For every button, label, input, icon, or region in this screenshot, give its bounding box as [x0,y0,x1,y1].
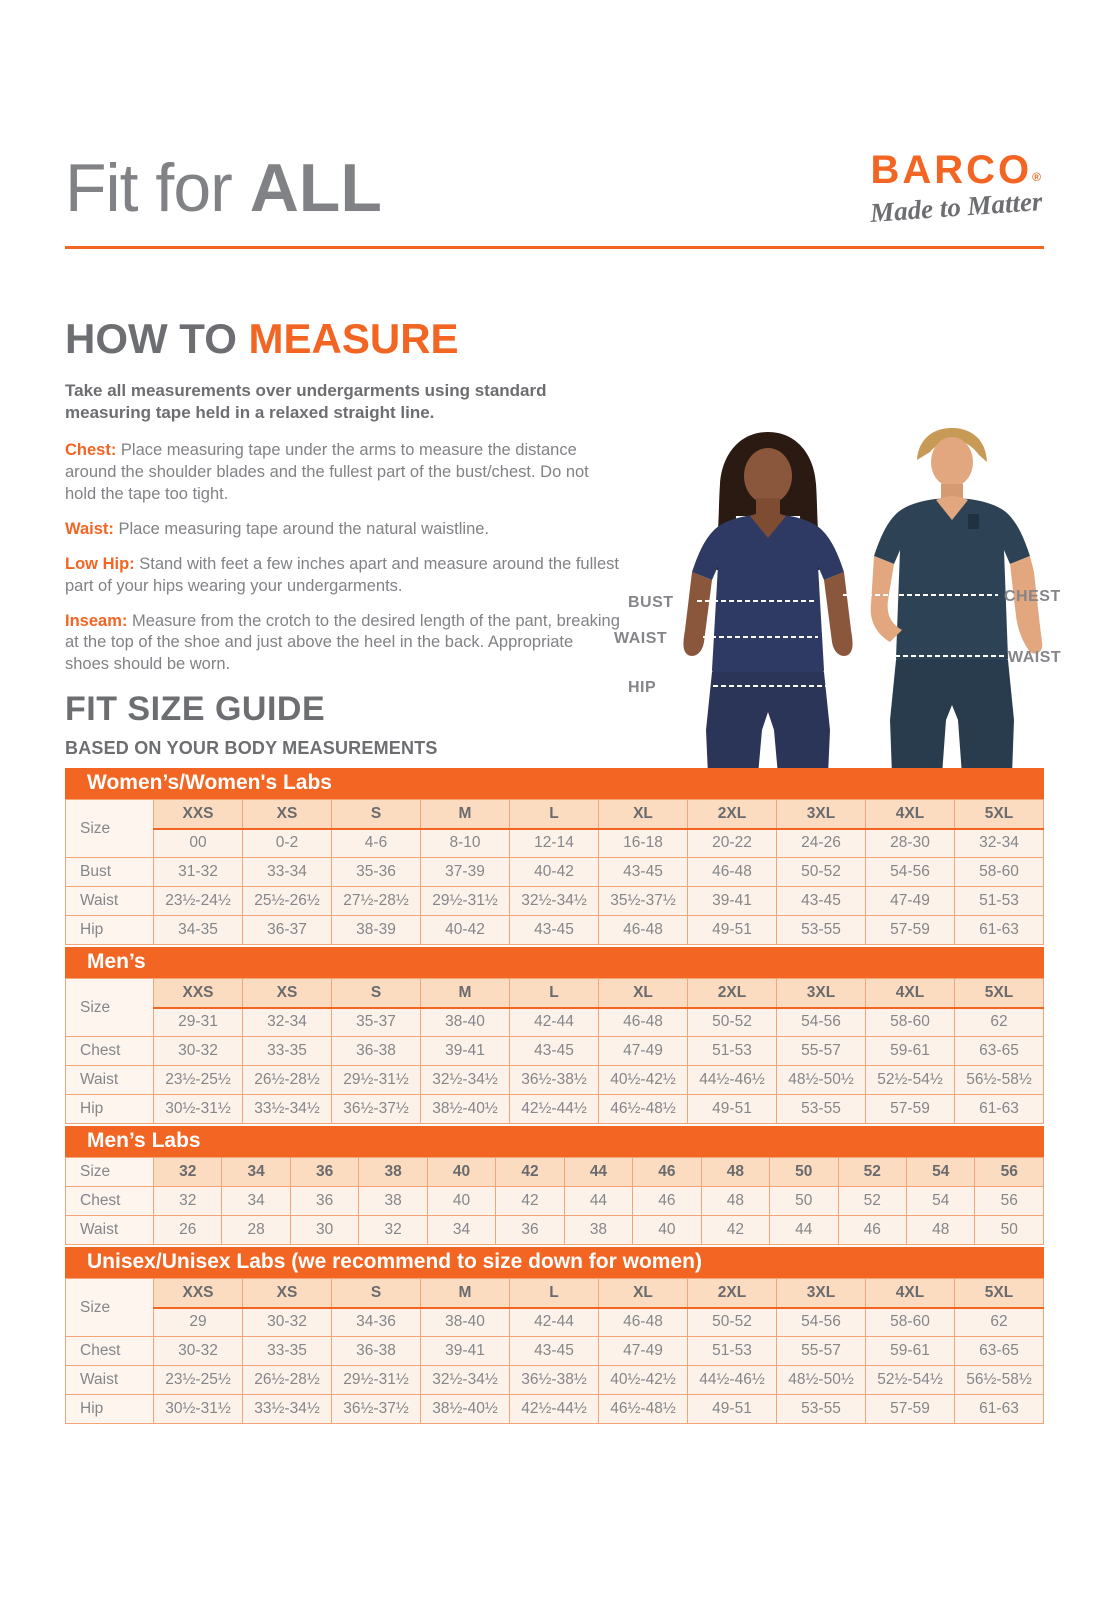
size-header-cell: 2XL [688,1279,777,1308]
measurement-value-cell: 42½-44½ [510,1395,599,1424]
measurement-value-cell: 46½-48½ [599,1095,688,1124]
measurement-value-cell: 33-34 [243,858,332,887]
table-row [66,800,1044,829]
measurement-value-cell: 59-61 [866,1337,955,1366]
measure-item-chest-label: Chest: [65,440,117,459]
measurement-value-cell: 53-55 [777,1095,866,1124]
measurement-value-cell: 35½-37½ [599,887,688,916]
measurement-value-cell: 27½-28½ [332,887,421,916]
fit-size-guide-heading: FIT SIZE GUIDE [65,690,326,728]
size-row-label: Size [66,979,154,1037]
size-tables-container [65,768,1044,1424]
measurement-value-cell: 40-42 [421,916,510,945]
measurement-value-cell: 30-32 [154,1037,243,1066]
size-header-cell: S [332,1279,421,1308]
numeric-size-cell: 12-14 [510,829,599,858]
numeric-size-cell: 46-48 [599,1308,688,1337]
measurement-row-label: Bust [66,858,154,887]
measurement-value-cell: 42 [701,1216,769,1245]
measurement-value-cell: 48½-50½ [777,1366,866,1395]
table-row [66,916,1044,945]
measurement-value-cell: 29½-31½ [332,1366,421,1395]
measurement-row-label: Waist [66,1366,154,1395]
size-header-cell: XL [599,800,688,829]
measurement-value-cell: 36½-38½ [510,1366,599,1395]
measure-item-chest-text: Place measuring tape under the arms to measure the distance around the shoulder blades and the fullest part of the bust/chest. Do not hold the tape too tight. [65,440,589,503]
measurement-value-cell: 39-41 [688,887,777,916]
measurement-value-cell: 32½-34½ [421,1066,510,1095]
numeric-size-cell: 42-44 [510,1308,599,1337]
size-header-cell: 44 [564,1158,632,1187]
numeric-size-cell: 38-40 [421,1308,510,1337]
measure-item-lowhip [65,554,621,598]
hip-label: HIP [628,679,657,696]
numeric-size-cell: 42-44 [510,1008,599,1037]
measurement-value-cell: 38½-40½ [421,1395,510,1424]
male-waist-label: WAIST [1008,649,1062,666]
measurement-value-cell: 33½-34½ [243,1395,332,1424]
measurement-value-cell: 34-35 [154,916,243,945]
table-row [66,887,1044,916]
how-to-measure-section [65,315,621,689]
size-header-cell: M [421,979,510,1008]
measurement-row-label: Waist [66,1216,154,1245]
measurement-row-label: Hip [66,916,154,945]
measurement-value-cell: 53-55 [777,1395,866,1424]
table-row [66,1066,1044,1095]
table-row [66,1366,1044,1395]
measurement-value-cell: 39-41 [421,1037,510,1066]
size-header-cell: XS [243,1279,332,1308]
measurement-value-cell: 54 [906,1187,974,1216]
table-row [66,829,1044,858]
measurement-value-cell: 26½-28½ [243,1066,332,1095]
measurement-value-cell: 46½-48½ [599,1395,688,1424]
measurement-row-label: Waist [66,887,154,916]
table-row [66,1158,1044,1187]
measurement-value-cell: 52½-54½ [866,1366,955,1395]
measurement-value-cell: 36-37 [243,916,332,945]
table-row [66,1187,1044,1216]
measurement-value-cell: 43-45 [510,1037,599,1066]
measurement-value-cell: 38-39 [332,916,421,945]
size-table-grid [65,1157,1044,1245]
numeric-size-cell: 58-60 [866,1308,955,1337]
size-header-cell: S [332,800,421,829]
measurement-value-cell: 46 [838,1216,906,1245]
size-header-cell: XL [599,979,688,1008]
measurement-value-cell: 48½-50½ [777,1066,866,1095]
size-header-cell: 38 [359,1158,427,1187]
measurement-value-cell: 46 [633,1187,701,1216]
size-header-cell: 34 [222,1158,290,1187]
numeric-size-cell: 4-6 [332,829,421,858]
numeric-size-cell: 35-37 [332,1008,421,1037]
measurement-value-cell: 63-65 [955,1037,1044,1066]
measurement-value-cell: 49-51 [688,1395,777,1424]
size-header-cell: 40 [427,1158,495,1187]
measurement-value-cell: 29½-31½ [332,1066,421,1095]
page-title-regular: Fit for [65,150,250,226]
measurement-value-cell: 43-45 [510,1337,599,1366]
fit-size-guide-subheading: BASED ON YOUR BODY MEASUREMENTS [65,738,438,758]
measurement-value-cell: 38 [564,1216,632,1245]
size-header-cell: L [510,979,599,1008]
size-header-cell: S [332,979,421,1008]
measurement-value-cell: 36½-38½ [510,1066,599,1095]
female-waist-label: WAIST [614,630,668,647]
table-row [66,979,1044,1008]
numeric-size-cell: 54-56 [777,1008,866,1037]
heading-orange: MEASURE [248,315,459,362]
size-header-cell: 5XL [955,800,1044,829]
size-header-cell: XS [243,800,332,829]
numeric-size-cell: 50-52 [688,1308,777,1337]
measurement-value-cell: 40 [427,1187,495,1216]
measure-item-lowhip-text: Stand with feet a few inches apart and measure around the fullest part of your hips wearing your undergarments. [65,554,619,595]
measure-item-chest [65,440,621,506]
measurement-value-cell: 47-49 [866,887,955,916]
measurement-value-cell: 44½-46½ [688,1066,777,1095]
measurement-value-cell: 43-45 [777,887,866,916]
measurement-value-cell: 59-61 [866,1037,955,1066]
measurement-value-cell: 55-57 [777,1337,866,1366]
size-header-cell: 5XL [955,1279,1044,1308]
size-header-cell: 3XL [777,979,866,1008]
table-row [66,1395,1044,1424]
measure-item-waist-text: Place measuring tape around the natural waistline. [113,519,490,538]
measure-item-waist [65,519,621,541]
page-header [65,146,1044,246]
size-header-cell: XXS [154,979,243,1008]
measurement-value-cell: 34 [427,1216,495,1245]
size-header-cell: XL [599,1279,688,1308]
table-row [66,1279,1044,1308]
measurement-value-cell: 33-35 [243,1337,332,1366]
measure-item-lowhip-label: Low Hip: [65,554,135,573]
measurement-value-cell: 49-51 [688,916,777,945]
measurement-value-cell: 56½-58½ [955,1066,1044,1095]
measurement-value-cell: 37-39 [421,858,510,887]
measurement-value-cell: 26½-28½ [243,1366,332,1395]
numeric-size-cell: 32-34 [955,829,1044,858]
measurement-value-cell: 25½-26½ [243,887,332,916]
size-table [65,1247,1044,1424]
measurement-value-cell: 36½-37½ [332,1095,421,1124]
numeric-size-cell: 46-48 [599,1008,688,1037]
numeric-size-cell: 8-10 [421,829,510,858]
measurement-value-cell: 36 [290,1187,358,1216]
numeric-size-cell: 62 [955,1008,1044,1037]
measurement-value-cell: 30 [290,1216,358,1245]
measurement-value-cell: 49-51 [688,1095,777,1124]
numeric-size-cell: 50-52 [688,1008,777,1037]
brand-tagline: Made to Matter [868,186,1043,228]
numeric-size-cell: 38-40 [421,1008,510,1037]
measurement-value-cell: 48 [701,1187,769,1216]
size-header-cell: 2XL [688,800,777,829]
measurement-value-cell: 23½-25½ [154,1366,243,1395]
measurement-value-cell: 36½-37½ [332,1395,421,1424]
measurement-value-cell: 44½-46½ [688,1366,777,1395]
table-banner: Unisex/Unisex Labs (we recommend to size down for women) [65,1247,1044,1278]
measurement-value-cell: 58-60 [955,858,1044,887]
measurement-value-cell: 23½-25½ [154,1066,243,1095]
measurement-value-cell: 57-59 [866,1095,955,1124]
measurement-row-label: Chest [66,1337,154,1366]
heading-gray: HOW TO [65,315,249,362]
table-row [66,1216,1044,1245]
measurement-value-cell: 47-49 [599,1037,688,1066]
size-header-cell: 3XL [777,1279,866,1308]
measurement-value-cell: 56 [975,1187,1044,1216]
size-row-label: Size [66,800,154,858]
numeric-size-cell: 32-34 [243,1008,332,1037]
table-banner: Women’s/Women's Labs [65,768,1044,799]
measure-item-inseam [65,611,621,677]
measurement-value-cell: 42½-44½ [510,1095,599,1124]
measurement-value-cell: 43-45 [599,858,688,887]
measure-item-inseam-text: Measure from the crotch to the desired length of the pant, breaking at the top of the shoe and just above the heel in the back. Appropriate shoes should be worn. [65,611,620,674]
measurement-value-cell: 44 [564,1187,632,1216]
size-header-cell: 4XL [866,979,955,1008]
numeric-size-cell: 00 [154,829,243,858]
fit-size-guide-section [65,692,1044,1426]
size-header-cell: 50 [770,1158,838,1187]
measurement-row-label: Hip [66,1395,154,1424]
table-row [66,858,1044,887]
measurement-value-cell: 30½-31½ [154,1395,243,1424]
size-row-label: Size [66,1158,154,1187]
size-header-cell: 32 [154,1158,222,1187]
measurement-value-cell: 29½-31½ [421,887,510,916]
measurement-value-cell: 28 [222,1216,290,1245]
size-table [65,768,1044,945]
table-row [66,1095,1044,1124]
measurement-value-cell: 48 [906,1216,974,1245]
size-header-cell: 4XL [866,1279,955,1308]
measurement-value-cell: 32½-34½ [510,887,599,916]
measurement-value-cell: 50-52 [777,858,866,887]
numeric-size-cell: 29 [154,1308,243,1337]
numeric-size-cell: 62 [955,1308,1044,1337]
measurement-value-cell: 53-55 [777,916,866,945]
measurement-value-cell: 40½-42½ [599,1366,688,1395]
measurement-value-cell: 54-56 [866,858,955,887]
measurement-value-cell: 33-35 [243,1037,332,1066]
page-title-bold: ALL [249,150,382,226]
numeric-size-cell: 20-22 [688,829,777,858]
measurement-value-cell: 44 [770,1216,838,1245]
brand-logo [868,148,1043,228]
size-header-cell: 46 [633,1158,701,1187]
measurement-value-cell: 26 [154,1216,222,1245]
measurement-value-cell: 56½-58½ [955,1366,1044,1395]
measurement-value-cell: 38 [359,1187,427,1216]
bust-label: BUST [628,594,674,611]
numeric-size-cell: 54-56 [777,1308,866,1337]
measurement-value-cell: 36 [496,1216,564,1245]
measurement-value-cell: 61-63 [955,916,1044,945]
measurement-value-cell: 51-53 [955,887,1044,916]
size-header-cell: M [421,1279,510,1308]
measurement-row-label: Waist [66,1066,154,1095]
measurement-value-cell: 34 [222,1187,290,1216]
numeric-size-cell: 34-36 [332,1308,421,1337]
measurement-value-cell: 47-49 [599,1337,688,1366]
size-header-cell: L [510,1279,599,1308]
measurement-value-cell: 61-63 [955,1095,1044,1124]
measurement-value-cell: 57-59 [866,1395,955,1424]
brand-name [870,150,1043,190]
measurement-value-cell: 39-41 [421,1337,510,1366]
measure-item-waist-label: Waist: [65,519,114,538]
measurement-value-cell: 33½-34½ [243,1095,332,1124]
table-row [66,1308,1044,1337]
numeric-size-cell: 24-26 [777,829,866,858]
measurement-value-cell: 52½-54½ [866,1066,955,1095]
table-row [66,1337,1044,1366]
numeric-size-cell: 28-30 [866,829,955,858]
numeric-size-cell: 30-32 [243,1308,332,1337]
table-row [66,1037,1044,1066]
measurement-value-cell: 63-65 [955,1337,1044,1366]
brand-text: BARCO [870,148,1033,192]
size-header-cell: L [510,800,599,829]
size-header-cell: XXS [154,800,243,829]
registered-trademark-icon: ® [1032,170,1041,184]
measurement-value-cell: 51-53 [688,1337,777,1366]
measurement-value-cell: 51-53 [688,1037,777,1066]
size-table-grid [65,1278,1044,1424]
measurement-value-cell: 32 [154,1187,222,1216]
chest-label: CHEST [1004,588,1061,605]
measurement-value-cell: 40-42 [510,858,599,887]
size-header-cell: 2XL [688,979,777,1008]
measurement-value-cell: 30½-31½ [154,1095,243,1124]
size-header-cell: 56 [975,1158,1044,1187]
table-banner: Men’s [65,947,1044,978]
size-header-cell: M [421,800,510,829]
size-header-cell: 42 [496,1158,564,1187]
size-table-grid [65,799,1044,945]
measurement-value-cell: 36-38 [332,1337,421,1366]
measurement-value-cell: 40½-42½ [599,1066,688,1095]
measurement-value-cell: 52 [838,1187,906,1216]
measurement-row-label: Chest [66,1187,154,1216]
measurement-value-cell: 61-63 [955,1395,1044,1424]
measure-intro: Take all measurements over undergarments using standard measuring tape held in a relaxed straight line. [65,381,547,423]
measurement-value-cell: 36-38 [332,1037,421,1066]
measurement-value-cell: 55-57 [777,1037,866,1066]
measurement-value-cell: 30-32 [154,1337,243,1366]
size-table [65,947,1044,1124]
measurement-value-cell: 57-59 [866,916,955,945]
measurement-value-cell: 35-36 [332,858,421,887]
measurement-value-cell: 31-32 [154,858,243,887]
size-header-cell: 36 [290,1158,358,1187]
numeric-size-cell: 58-60 [866,1008,955,1037]
measurement-value-cell: 46-48 [688,858,777,887]
size-header-cell: 5XL [955,979,1044,1008]
numeric-size-cell: 16-18 [599,829,688,858]
size-table [65,1126,1044,1245]
measurement-value-cell: 32½-34½ [421,1366,510,1395]
measurement-value-cell: 50 [975,1216,1044,1245]
table-banner: Men’s Labs [65,1126,1044,1157]
size-header-cell: 48 [701,1158,769,1187]
size-header-cell: XS [243,979,332,1008]
size-header-cell: 52 [838,1158,906,1187]
measure-item-inseam-label: Inseam: [65,611,128,630]
how-to-measure-heading [65,315,621,362]
measurement-value-cell: 32 [359,1216,427,1245]
measurement-row-label: Hip [66,1095,154,1124]
size-header-cell: 4XL [866,800,955,829]
table-row [66,1008,1044,1037]
measurement-value-cell: 40 [633,1216,701,1245]
measurement-row-label: Chest [66,1037,154,1066]
measurement-value-cell: 46-48 [599,916,688,945]
measurement-value-cell: 23½-24½ [154,887,243,916]
size-table-grid [65,978,1044,1124]
numeric-size-cell: 29-31 [154,1008,243,1037]
size-header-cell: 3XL [777,800,866,829]
numeric-size-cell: 0-2 [243,829,332,858]
header-divider [65,246,1044,249]
measurement-value-cell: 50 [770,1187,838,1216]
size-header-cell: 54 [906,1158,974,1187]
size-header-cell: XXS [154,1279,243,1308]
size-row-label: Size [66,1279,154,1337]
measurement-value-cell: 38½-40½ [421,1095,510,1124]
measurement-value-cell: 43-45 [510,916,599,945]
measurement-value-cell: 42 [496,1187,564,1216]
